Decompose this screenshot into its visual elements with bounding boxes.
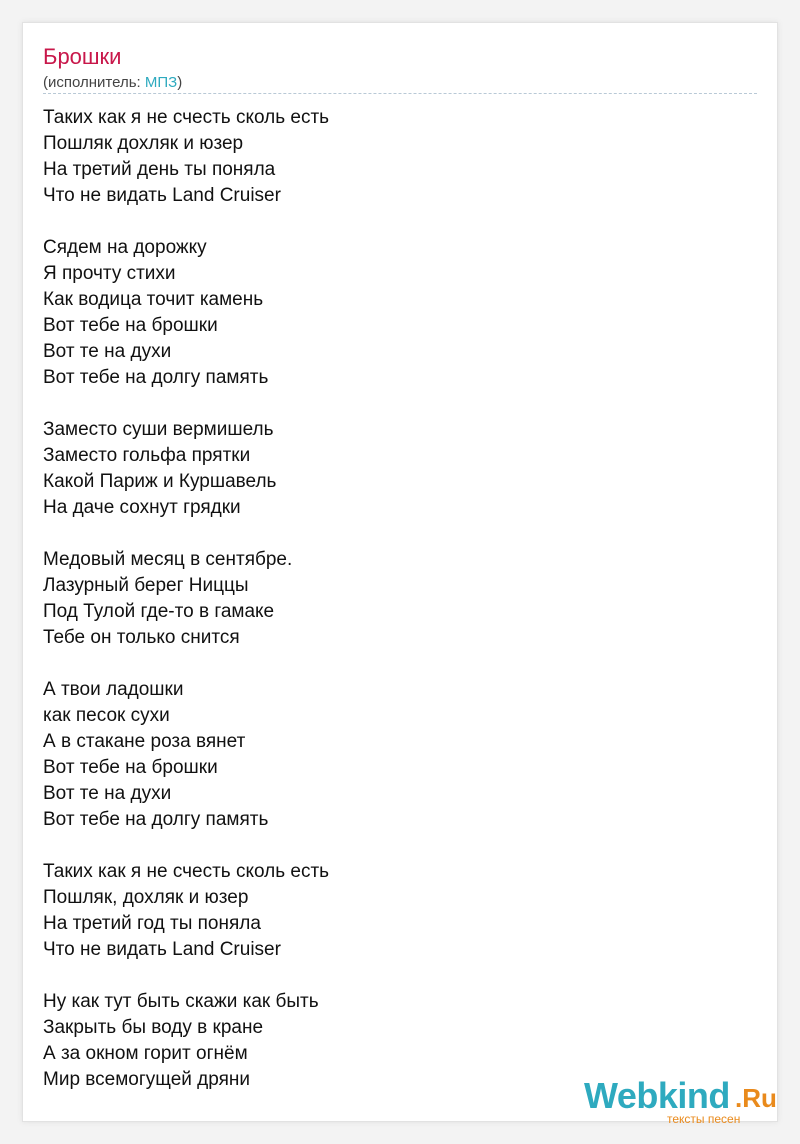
lyric-line: Заместо гольфа прятки xyxy=(43,445,251,466)
lyric-line: Мир всемогущей дряни xyxy=(43,1069,251,1090)
logo-tld: .Ru xyxy=(735,1083,777,1113)
lyric-line: Что не видать Land Cruiser xyxy=(43,185,281,206)
logo-tagline: тексты песен xyxy=(667,1112,741,1126)
lyric-line: Заместо суши вермишель xyxy=(43,419,274,440)
artist-suffix: ) xyxy=(177,74,183,91)
lyric-line: Закрыть бы воду в кране xyxy=(43,1017,264,1038)
lyric-line: Вот те на духи xyxy=(43,783,172,804)
stanza-break xyxy=(43,651,329,677)
lyric-line: Как водица точит камень xyxy=(43,289,264,310)
lyric-line: как песок сухи xyxy=(43,705,170,726)
lyric-line: Вот тебе на долгу память xyxy=(43,367,269,388)
lyric-line: Вот те на духи xyxy=(43,341,172,362)
lyric-line: А в стакане роза вянет xyxy=(43,731,246,752)
lyric-line: Сядем на дорожку xyxy=(43,237,207,258)
artist-link[interactable]: МПЗ xyxy=(144,74,178,91)
lyric-line: Пошляк, дохляк и юзер xyxy=(43,887,249,908)
artist-prefix: (исполнитель: xyxy=(43,74,145,91)
song-title: Брошки xyxy=(43,44,122,69)
webkind-logo xyxy=(584,1075,784,1125)
stanza-break xyxy=(43,963,329,989)
stanza-break xyxy=(43,209,329,235)
lyric-line: Какой Париж и Куршавель xyxy=(43,471,277,492)
lyrics-body xyxy=(43,105,329,1093)
lyric-line: Вот тебе на долгу память xyxy=(43,809,269,830)
lyric-line: Лазурный берег Ниццы xyxy=(43,575,249,596)
stanza-break xyxy=(43,833,329,859)
lyric-line: Медовый месяц в сентябре. xyxy=(43,549,293,570)
lyric-line: Вот тебе на брошки xyxy=(43,757,218,778)
lyric-line: Ну как тут быть скажи как быть xyxy=(43,991,319,1012)
lyric-line: Вот тебе на брошки xyxy=(43,315,218,336)
divider xyxy=(43,93,757,94)
logo-name: Webkind xyxy=(584,1075,730,1116)
lyric-line: А за окном горит огнём xyxy=(43,1043,248,1064)
lyric-line: Я прочту стихи xyxy=(43,263,176,284)
artist-line xyxy=(43,73,182,93)
lyric-line: Под Тулой где-то в гамаке xyxy=(43,601,275,622)
lyric-line: На даче сохнут грядки xyxy=(43,497,241,518)
stanza-break xyxy=(43,521,329,547)
lyrics-sheet xyxy=(22,22,778,1126)
stanza-break xyxy=(43,391,329,417)
lyric-line: Что не видать Land Cruiser xyxy=(43,939,281,960)
lyric-line: На третий год ты поняла xyxy=(43,913,261,934)
lyric-line: Тебе он только снится xyxy=(43,627,240,648)
lyric-line: Таких как я не счесть сколь есть xyxy=(43,861,330,882)
lyric-line: А твои ладошки xyxy=(43,679,184,700)
lyric-line: На третий день ты поняла xyxy=(43,159,276,180)
lyric-line: Таких как я не счесть сколь есть xyxy=(43,107,330,128)
lyric-line: Пошляк дохляк и юзер xyxy=(43,133,244,154)
